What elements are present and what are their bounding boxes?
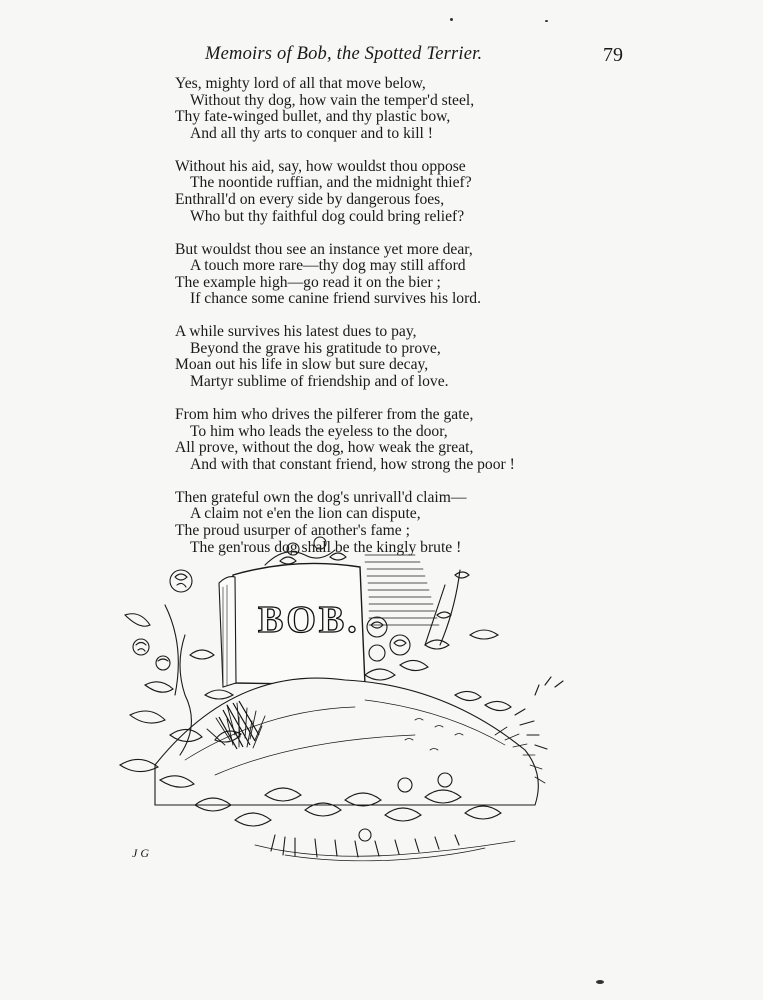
tombstone-drawing <box>115 535 585 880</box>
poem-line: A while survives his latest dues to pay, <box>175 323 417 341</box>
poem-line: But wouldst thou see an instance yet more dear, <box>175 240 473 258</box>
poem-line: The proud usurper of another's fame ; <box>175 522 410 540</box>
poem-line: And with that constant friend, how strong the poor ! <box>190 455 515 473</box>
poem-line: Yes, mighty lord of all that move below, <box>175 75 426 92</box>
poem-line: The example high—go read it on the bier ; <box>175 273 441 291</box>
poem-stanza-1 <box>175 76 595 142</box>
poem-line: A touch more rare—thy dog may still afford <box>190 257 466 275</box>
poem-line: Then grateful own the dog's unrivall'd claim— <box>175 488 467 506</box>
background-hatching <box>365 555 439 625</box>
poem-line: Moan out his life in slow but sure decay, <box>175 356 429 374</box>
scan-speck <box>545 20 548 22</box>
poem-line: Without his aid, say, how wouldst thou oppose <box>175 157 466 175</box>
poem-line: A claim not e'en the lion can dispute, <box>190 505 421 523</box>
poem-line: Without thy dog, how vain the temper'd steel, <box>190 91 475 109</box>
tombstone-illustration <box>115 535 585 880</box>
poem-line: Beyond the grave his gratitude to prove, <box>190 339 441 357</box>
poem-line: Who but thy faithful dog could bring relief? <box>190 207 465 225</box>
page-number: 79 <box>603 44 623 66</box>
poem <box>175 76 595 573</box>
scan-speck <box>596 980 604 984</box>
poem-line: If chance some canine friend survives his lord. <box>190 290 481 308</box>
scan-speck <box>450 18 453 21</box>
poem-line: And all thy arts to conquer and to kill ! <box>190 124 433 142</box>
poem-line: Thy fate-winged bullet, and thy plastic bow, <box>175 108 451 126</box>
vine-on-stone <box>265 537 346 565</box>
running-title: Memoirs of Bob, the Spotted Terrier. <box>205 44 483 64</box>
running-head <box>0 40 763 70</box>
poem-line: Enthrall'd on every side by dangerous foes, <box>175 190 445 208</box>
poem-line: Martyr sublime of friendship and of love. <box>190 373 449 391</box>
poem-line: The noontide ruffian, and the midnight thief? <box>190 174 472 192</box>
poem-stanza-4 <box>175 324 595 390</box>
poem-line: All prove, without the dog, how weak the great, <box>175 439 474 457</box>
artist-initials: J G <box>132 846 149 860</box>
poem-stanza-2 <box>175 159 595 225</box>
poem-stanza-3 <box>175 242 595 308</box>
poem-line: To him who leads the eyeless to the door, <box>190 422 448 440</box>
poem-line: From him who drives the pilferer from the gate, <box>175 406 474 424</box>
poem-stanza-5 <box>175 407 595 473</box>
tombstone-inscription: BOB. <box>258 599 360 641</box>
poem-line: The gen'rous dog shall be the kingly brute ! <box>190 538 462 556</box>
